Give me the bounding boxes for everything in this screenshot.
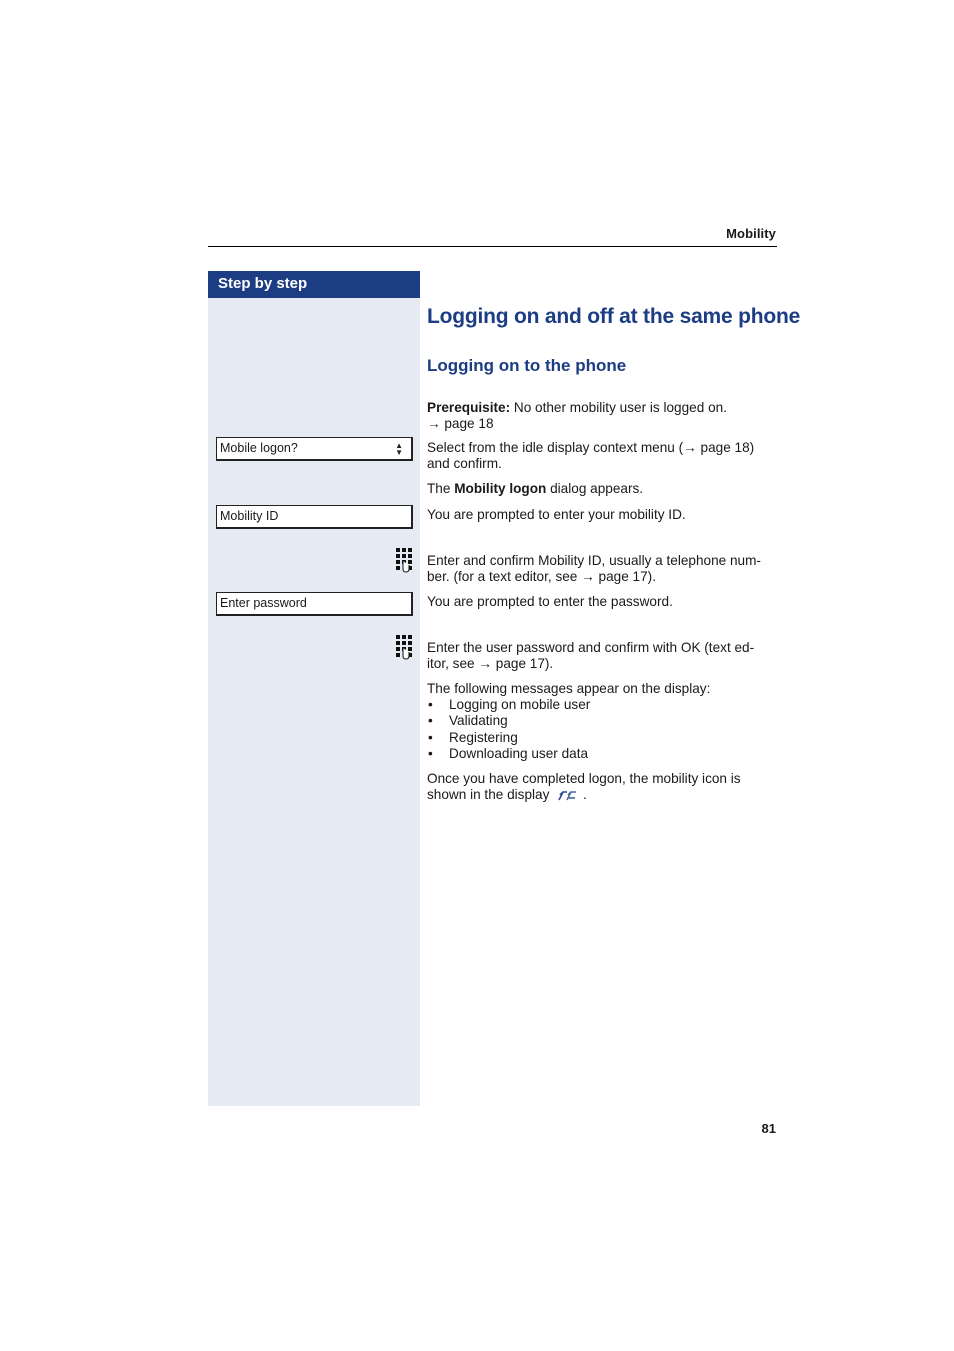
arrow-right-icon: → bbox=[581, 569, 595, 584]
prerequisite-text: No other mobility user is logged on. bbox=[510, 400, 727, 415]
display-mobility-id-label: Mobility ID bbox=[220, 509, 279, 523]
step-enter-id bbox=[427, 553, 779, 585]
prompt-mobility-id: You are prompted to enter your mobility ID. bbox=[427, 507, 686, 522]
prompt-password: You are prompted to enter the password. bbox=[427, 594, 673, 609]
list-item: • Validating bbox=[427, 713, 590, 729]
sidebar-title: Step by step bbox=[208, 271, 420, 298]
step-select-text-2: and confirm. bbox=[427, 456, 502, 471]
display-enter-password bbox=[216, 592, 413, 616]
enter-id-text-a: Enter and confirm Mobility ID, usually a telephone num- bbox=[427, 553, 761, 568]
arrow-right-icon: → bbox=[427, 416, 441, 431]
final-text-b: shown in the display bbox=[427, 787, 550, 802]
display-mobile-logon-label: Mobile logon? bbox=[220, 441, 298, 455]
enter-id-text-b: ber. (for a text editor, see bbox=[427, 569, 582, 584]
display-mobile-logon bbox=[216, 437, 413, 461]
keypad-icon bbox=[395, 547, 413, 573]
step-enter-password bbox=[427, 640, 779, 672]
header-rule bbox=[208, 246, 777, 247]
page-number: 81 bbox=[761, 1121, 776, 1136]
step-by-step-sidebar bbox=[208, 271, 420, 1106]
page-ref-18[interactable]: page 18) bbox=[700, 440, 755, 455]
step-select-text: Select from the idle display context menu ( bbox=[427, 440, 684, 455]
arrow-right-icon: → bbox=[478, 656, 492, 671]
list-item: • Downloading user data bbox=[427, 746, 590, 762]
messages-list bbox=[427, 697, 590, 763]
scroll-arrows-icon: ▲ ▼ bbox=[395, 441, 403, 457]
list-item: • Logging on mobile user bbox=[427, 697, 590, 713]
display-mobility-id bbox=[216, 505, 413, 529]
mobility-icon bbox=[557, 788, 579, 802]
page-ref-17[interactable]: page 17). bbox=[598, 569, 656, 584]
prerequisite-label: Prerequisite: bbox=[427, 400, 511, 415]
final-text-a: Once you have completed logon, the mobility icon is bbox=[427, 771, 741, 786]
keypad-icon bbox=[395, 634, 413, 660]
page-ref-17[interactable]: page 17). bbox=[495, 656, 554, 671]
messages-intro: The following messages appear on the display: bbox=[427, 681, 711, 696]
step-select-menu bbox=[427, 440, 779, 472]
section-subtitle: Logging on to the phone bbox=[427, 356, 627, 375]
final-text-c: . bbox=[579, 787, 587, 802]
enter-pw-text-a: Enter the user password and confirm with OK (text ed- bbox=[427, 640, 755, 655]
logon-complete bbox=[427, 771, 779, 803]
enter-pw-text-b: itor, see bbox=[427, 656, 479, 671]
section-name: Mobility bbox=[726, 226, 776, 241]
page-ref-18[interactable]: page 18 bbox=[444, 416, 494, 431]
arrow-right-icon: → bbox=[683, 440, 697, 455]
display-enter-password-label: Enter password bbox=[220, 596, 307, 610]
prerequisite bbox=[427, 400, 779, 432]
dialog-text-b: dialog appears. bbox=[546, 481, 644, 496]
list-item: • Registering bbox=[427, 730, 590, 746]
dialog-appears bbox=[427, 481, 779, 497]
dialog-text-a: The bbox=[427, 481, 455, 496]
dialog-name: Mobility logon bbox=[454, 481, 547, 496]
page-title: Logging on and off at the same phone bbox=[427, 305, 801, 328]
